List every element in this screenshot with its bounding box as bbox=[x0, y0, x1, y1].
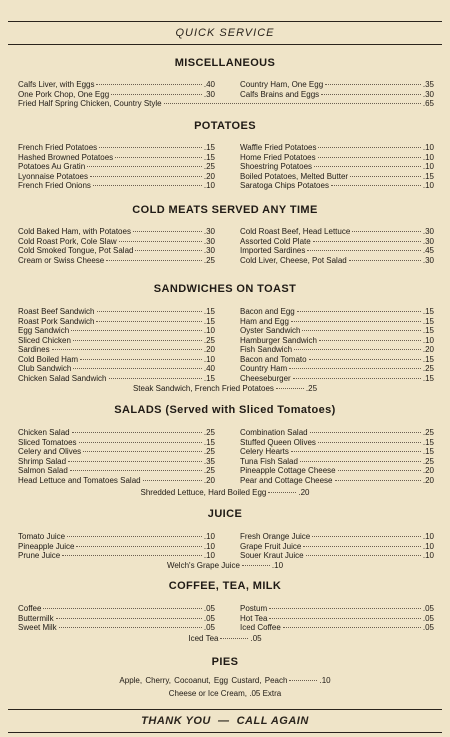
menu-item: Pear and Cottage Cheese .20 bbox=[240, 475, 434, 485]
menu-item: Potatoes Au Gratin .25 bbox=[18, 162, 215, 171]
menu-item: Calfs Brains and Eggs .30 bbox=[240, 89, 434, 99]
header-rule bbox=[8, 44, 442, 45]
menu-item: Oyster Sandwich .15 bbox=[240, 326, 434, 335]
sandwiches-left-column bbox=[18, 307, 215, 383]
misc-left-column bbox=[18, 80, 215, 99]
section-title-salads: SALADS (Served with Sliced Tomatoes) bbox=[114, 404, 336, 416]
menu-item: Sardines .20 bbox=[18, 345, 215, 354]
section-title-sandwiches: SANDWICHES ON TOAST bbox=[153, 283, 297, 295]
juice-center-item: Welch's Grape Juice .10 bbox=[166, 561, 284, 570]
potatoes-left-column bbox=[18, 143, 215, 191]
menu-item: Sliced Chicken .25 bbox=[18, 335, 215, 345]
menu-item: Imported Sardines .45 bbox=[240, 246, 434, 255]
menu-item: Head Lettuce and Tomatoes Salad .20 bbox=[18, 475, 215, 485]
menu-item: Pineapple Cottage Cheese .20 bbox=[240, 466, 434, 475]
menu-item: Egg Sandwich .10 bbox=[18, 326, 215, 335]
menu-item: Country Ham, One Egg .35 bbox=[240, 80, 434, 89]
pies-extra-line: Cheese or Ice Cream, .05 Extra bbox=[168, 689, 282, 698]
salads-center-item: Shredded Lettuce, Hard Boiled Egg .20 bbox=[140, 488, 310, 497]
menu-item: Cold Roast Pork, Cole Slaw .30 bbox=[18, 236, 215, 246]
menu-item: French Fried Potatoes .15 bbox=[18, 143, 215, 152]
menu-item: Bacon and Egg .15 bbox=[240, 307, 434, 316]
coffee-right-column bbox=[240, 604, 434, 633]
menu-item: Cold Boiled Ham .10 bbox=[18, 354, 215, 364]
menu-item: Salmon Salad .25 bbox=[18, 466, 215, 475]
menu-item: French Fried Onions .10 bbox=[18, 181, 215, 190]
top-rule bbox=[8, 21, 442, 22]
section-title-juice: JUICE bbox=[207, 508, 243, 520]
section-title-cold-meats: COLD MEATS SERVED ANY TIME bbox=[132, 204, 318, 216]
menu-item: Prune Juice .10 bbox=[18, 551, 215, 560]
menu-item: Shrimp Salad .35 bbox=[18, 456, 215, 466]
menu-item: Chicken Salad .25 bbox=[18, 428, 215, 437]
menu-item: Cold Roast Beef, Head Lettuce .30 bbox=[240, 227, 434, 236]
menu-item: Tomato Juice .10 bbox=[18, 532, 215, 541]
menu-item: Cream or Swiss Cheese .25 bbox=[18, 255, 215, 265]
menu-item: Calfs Liver, with Eggs .40 bbox=[18, 80, 215, 89]
menu-item: Postum .05 bbox=[240, 604, 434, 613]
bottom-rule bbox=[8, 732, 442, 733]
menu-item: Country Ham .25 bbox=[240, 364, 434, 373]
salads-right-column bbox=[240, 428, 434, 485]
menu-item: Celery Hearts .15 bbox=[240, 447, 434, 456]
cold-right-column bbox=[240, 227, 434, 265]
menu-item: Fresh Orange Juice .10 bbox=[240, 532, 434, 541]
menu-item: Home Fried Potatoes .10 bbox=[240, 152, 434, 162]
sandwiches-center-item: Steak Sandwich, French Fried Potatoes .25 bbox=[132, 384, 318, 393]
menu-item: Ham and Egg .15 bbox=[240, 316, 434, 326]
menu-item: Assorted Cold Plate .30 bbox=[240, 236, 434, 246]
misc-wide-row bbox=[18, 99, 434, 109]
menu-item: Shoestring Potatoes .10 bbox=[240, 162, 434, 171]
menu-item: Cold Liver, Cheese, Pot Salad .30 bbox=[240, 255, 434, 265]
section-title-miscellaneous: MISCELLANEOUS bbox=[174, 57, 276, 69]
menu-item: Waffle Fried Potatoes .10 bbox=[240, 143, 434, 152]
cold-left-column bbox=[18, 227, 215, 265]
menu-item: Combination Salad .25 bbox=[240, 428, 434, 437]
menu-item: Hamburger Sandwich .10 bbox=[240, 335, 434, 345]
menu-item: Coffee .05 bbox=[18, 604, 215, 613]
menu-item: Roast Beef Sandwich .15 bbox=[18, 307, 215, 316]
menu-item: Iced Coffee .05 bbox=[240, 623, 434, 632]
menu-item: Chicken Salad Sandwich .15 bbox=[18, 373, 215, 383]
menu-item: Pineapple Juice .10 bbox=[18, 541, 215, 551]
menu-item: Celery and Olives .25 bbox=[18, 447, 215, 456]
menu-item: Cheeseburger .15 bbox=[240, 373, 434, 383]
menu-item: Lyonnaise Potatoes .20 bbox=[18, 171, 215, 181]
menu-item: Hashed Browned Potatoes .15 bbox=[18, 152, 215, 162]
juice-left-column bbox=[18, 532, 215, 561]
menu-item: Buttermilk .05 bbox=[18, 613, 215, 623]
menu-header: QUICK SERVICE bbox=[175, 27, 275, 39]
menu-item: One Pork Chop, One Egg .30 bbox=[18, 89, 215, 99]
menu-footer: THANK YOU — CALL AGAIN bbox=[141, 715, 309, 727]
misc-right-column bbox=[240, 80, 434, 99]
menu-item: Fried Half Spring Chicken, Country Style .65 bbox=[18, 99, 434, 108]
menu-item: Stuffed Queen Olives .15 bbox=[240, 437, 434, 447]
footer-rule bbox=[8, 709, 442, 710]
menu-item: Roast Pork Sandwich .15 bbox=[18, 316, 215, 326]
section-title-coffee: COFFEE, TEA, MILK bbox=[168, 580, 282, 592]
menu-item: Cold Smoked Tongue, Pot Salad .30 bbox=[18, 246, 215, 255]
salads-left-column bbox=[18, 428, 215, 485]
menu-item: Bacon and Tomato .15 bbox=[240, 354, 434, 364]
menu-item: Saratoga Chips Potatoes .10 bbox=[240, 181, 434, 190]
menu-item: Souer Kraut Juice .10 bbox=[240, 551, 434, 560]
juice-right-column bbox=[240, 532, 434, 561]
menu-item: Tuna Fish Salad .25 bbox=[240, 456, 434, 466]
menu-item: Boiled Potatoes, Melted Butter .15 bbox=[240, 171, 434, 181]
menu-item: Club Sandwich .40 bbox=[18, 364, 215, 373]
pies-flavors-line: Apple, Cherry, Cocoanut, Egg Custard, Peach .10 bbox=[119, 676, 331, 685]
menu-item: Fish Sandwich .20 bbox=[240, 345, 434, 354]
menu-item: Sweet Milk .05 bbox=[18, 623, 215, 632]
menu-item: Grape Fruit Juice .10 bbox=[240, 541, 434, 551]
section-title-potatoes: POTATOES bbox=[194, 120, 256, 132]
potatoes-right-column bbox=[240, 143, 434, 191]
coffee-left-column bbox=[18, 604, 215, 633]
menu-item: Cold Baked Ham, with Potatoes .30 bbox=[18, 227, 215, 236]
section-title-pies: PIES bbox=[211, 656, 239, 668]
menu-item: Hot Tea .05 bbox=[240, 613, 434, 623]
menu-item: Sliced Tomatoes .15 bbox=[18, 437, 215, 447]
coffee-center-item: Iced Tea .05 bbox=[188, 634, 262, 643]
sandwiches-right-column bbox=[240, 307, 434, 383]
